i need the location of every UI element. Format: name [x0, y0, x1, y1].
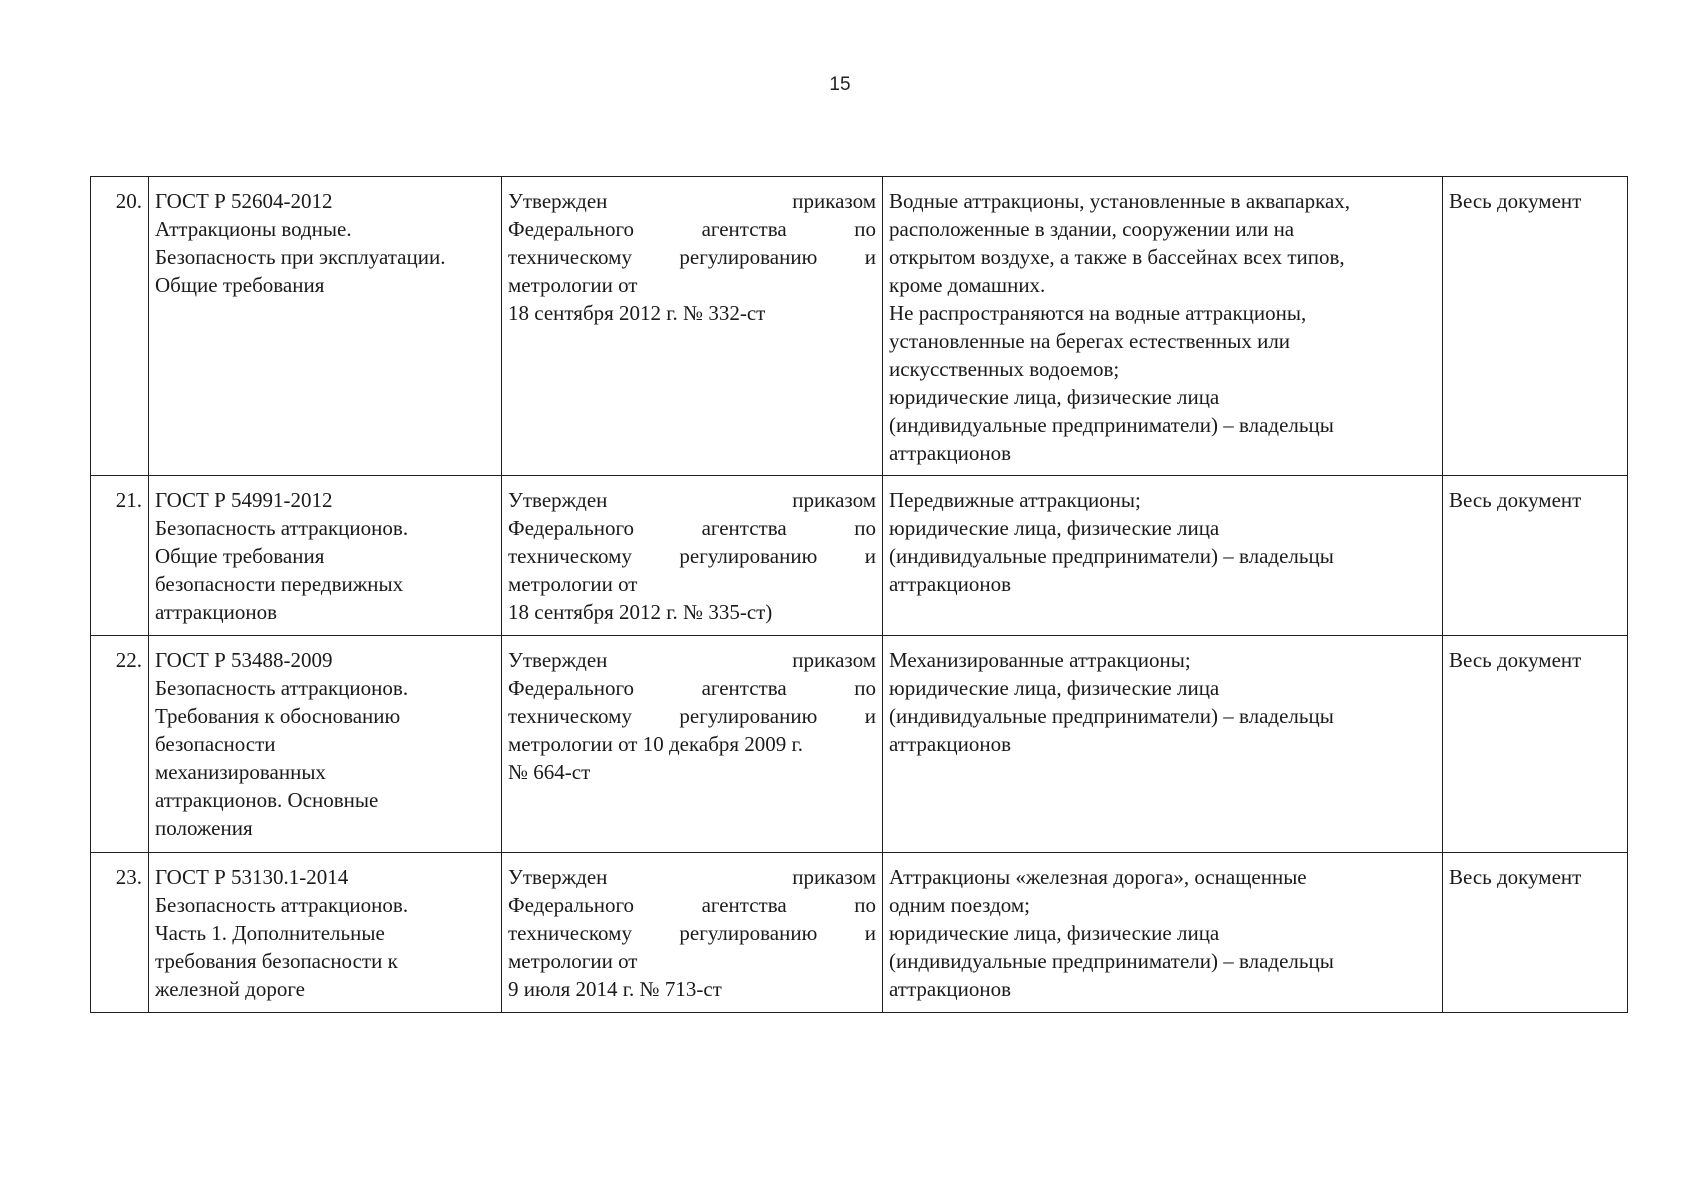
title-line: Общие требования [155, 544, 325, 568]
scope-line: установленные на берегах естественных или [889, 329, 1291, 353]
approval-order [502, 853, 883, 1013]
approval-order [502, 177, 883, 476]
standard-title [149, 853, 502, 1013]
title-line: аттракционов. Основные [155, 788, 379, 812]
approval-line: техническому регулированию и [508, 704, 876, 728]
scope-line: одним поездом; [889, 893, 1030, 917]
scope-line: аттракционов [889, 732, 1012, 756]
title-line: Безопасность аттракционов. [155, 893, 409, 917]
scope-line: аттракционов [889, 977, 1012, 1001]
title-line: требования безопасности к [155, 949, 398, 973]
scope-line: открытом воздухе, а также в бассейнах всех типов, [889, 245, 1345, 269]
approval-order [502, 476, 883, 636]
approval-line: Федерального агентства по [508, 516, 876, 540]
title-line: положения [155, 816, 253, 840]
title-line: Требования к обоснованию [155, 704, 401, 728]
table-row [91, 476, 1628, 636]
title-line: Часть 1. Дополнительные [155, 921, 385, 945]
applicable-extent: Весь документ [1443, 177, 1628, 476]
title-line: аттракционов [155, 600, 278, 624]
title-line: Общие требования [155, 273, 325, 297]
approval-line: № 664-ст [508, 760, 591, 784]
title-line: ГОСТ Р 54991-2012 [155, 488, 333, 512]
approval-order [502, 636, 883, 853]
scope-of-application [883, 177, 1443, 476]
scope-of-application [883, 853, 1443, 1013]
approval-line: техническому регулированию и [508, 245, 876, 269]
approval-line: 18 сентября 2012 г. № 335-ст) [508, 600, 773, 624]
applicable-extent: Весь документ [1443, 476, 1628, 636]
approval-line: Утвержден приказом [508, 189, 876, 213]
scope-line: юридические лица, физические лица [889, 676, 1220, 700]
title-line: безопасности [155, 732, 276, 756]
scope-line: (индивидуальные предприниматели) – владельцы [889, 704, 1334, 728]
row-number: 22. [91, 636, 149, 853]
table-row [91, 636, 1628, 853]
approval-line: Федерального агентства по [508, 676, 876, 700]
approval-line: 9 июля 2014 г. № 713-ст [508, 977, 722, 1001]
scope-line: расположенные в здании, сооружении или на [889, 217, 1295, 241]
title-line: ГОСТ Р 53488-2009 [155, 648, 333, 672]
standard-title [149, 636, 502, 853]
scope-line: (индивидуальные предприниматели) – владельцы [889, 413, 1334, 437]
title-line: Безопасность аттракционов. [155, 516, 409, 540]
approval-line: Федерального агентства по [508, 893, 876, 917]
scope-line: аттракционов [889, 441, 1012, 465]
scope-line: Водные аттракционы, установленные в аквапарках, [889, 189, 1351, 213]
scope-line: Не распространяются на водные аттракционы, [889, 301, 1307, 325]
scope-line: искусственных водоемов; [889, 357, 1120, 381]
standard-title [149, 177, 502, 476]
approval-line: техническому регулированию и [508, 921, 876, 945]
scope-of-application [883, 476, 1443, 636]
approval-line: Федерального агентства по [508, 217, 876, 241]
scope-line: Передвижные аттракционы; [889, 488, 1141, 512]
title-line: железной дороге [155, 977, 305, 1001]
row-number: 21. [91, 476, 149, 636]
approval-line: Утвержден приказом [508, 488, 876, 512]
approval-line: Утвержден приказом [508, 865, 876, 889]
scope-line: юридические лица, физические лица [889, 921, 1220, 945]
applicable-extent: Весь документ [1443, 853, 1628, 1013]
standard-title [149, 476, 502, 636]
scope-line: Аттракционы «железная дорога», оснащенные [889, 865, 1307, 889]
approval-line: Утвержден приказом [508, 648, 876, 672]
page-number: 15 [829, 74, 851, 95]
scope-line: юридические лица, физические лица [889, 385, 1220, 409]
title-line: безопасности передвижных [155, 572, 404, 596]
title-line: ГОСТ Р 52604-2012 [155, 189, 333, 213]
title-line: Аттракционы водные. [155, 217, 352, 241]
applicable-extent: Весь документ [1443, 636, 1628, 853]
scope-line: аттракционов [889, 572, 1012, 596]
approval-line: метрологии от [508, 949, 638, 973]
row-number: 23. [91, 853, 149, 1013]
scope-line: юридические лица, физические лица [889, 516, 1220, 540]
title-line: ГОСТ Р 53130.1-2014 [155, 865, 349, 889]
approval-line: метрологии от [508, 273, 638, 297]
scope-line: Механизированные аттракционы; [889, 648, 1191, 672]
scope-line: (индивидуальные предприниматели) – владельцы [889, 544, 1334, 568]
scope-of-application [883, 636, 1443, 853]
approval-line: 18 сентября 2012 г. № 332-ст [508, 301, 766, 325]
scope-line: (индивидуальные предприниматели) – владельцы [889, 949, 1334, 973]
row-number: 20. [91, 177, 149, 476]
table-row [91, 177, 1628, 476]
standards-table [90, 176, 1628, 1013]
title-line: механизированных [155, 760, 326, 784]
title-line: Безопасность при эксплуатации. [155, 245, 446, 269]
table-row [91, 853, 1628, 1013]
title-line: Безопасность аттракционов. [155, 676, 409, 700]
approval-line: метрологии от 10 декабря 2009 г. [508, 732, 804, 756]
approval-line: техническому регулированию и [508, 544, 876, 568]
approval-line: метрологии от [508, 572, 638, 596]
scope-line: кроме домашних. [889, 273, 1046, 297]
